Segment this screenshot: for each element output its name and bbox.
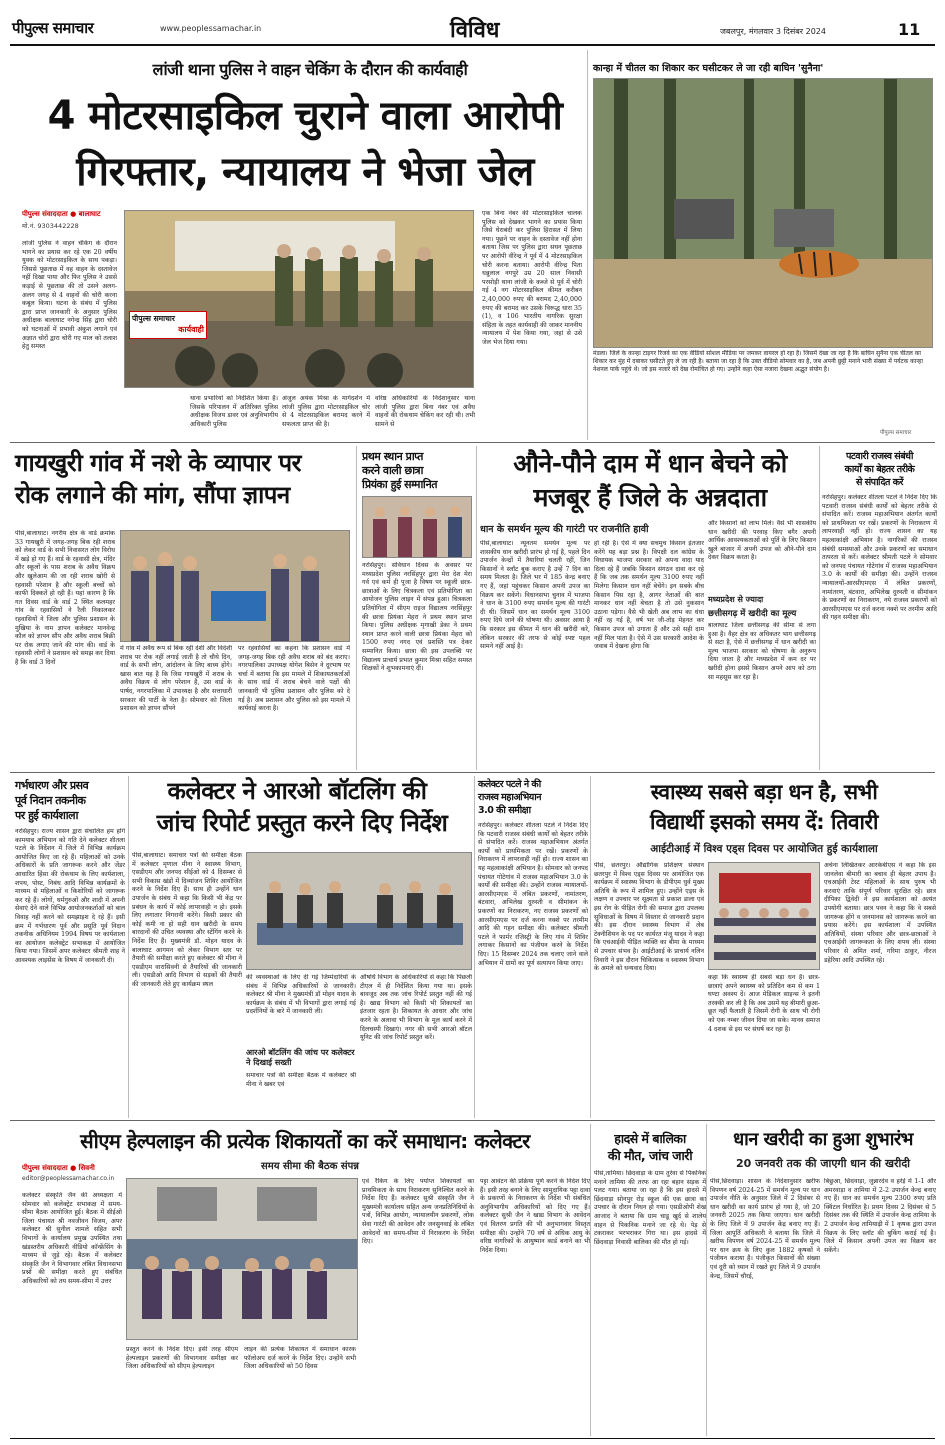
cm-byline: पीपुल्स संवाददाता ● सिवनी xyxy=(22,1164,95,1172)
cm-col-2: प्रस्तुत करने के निर्देश दिए। इसी तरह सीएम हेल्पलाइन प्रकरणों की विभागवार समीक्षा कर जिला अधिकारियों को सीएम हेल्पलाइन xyxy=(126,1346,238,1371)
nasha-col-3: पर रहवासियों का कहना कि प्रशासन वार्ड में जगह-जगह बिक रही अवैध शराब को बंद कराए। नगरपालिका उपाध्यक्ष योगेश बिसेन ने दूरभाष पर चर्चा में बताया कि इस मामले में शिकायतकर्ताओं के साथ वार्ड में शराब बेचने वाले पक्षों की जानकारी भी पुलिस प्रशासन और पुलिस को दे गई है। अब प्रशासन और पुलिस को इस मामले में कार्यवाई करना है। xyxy=(238,645,350,713)
cm-col-1: कलेक्टर संस्कृति जैन की अध्यक्षता में सोमवार को कलेक्ट्रेट सभाकक्ष में समय-सीमा बैठक आयोजित हुई। बैठक में सीईओ जिला पंचायत श्री नवजीवन विजय, अपर कलेक्टर श्री सुनील शामले सहित सभी विभागों के कार्यालय प्रमुख उपस्थित तथा खंडस्तरीय अधिकारी वीडियो कॉन्फ्रेंसिंग के माध्यम से जुड़े रहे। बैठक में कलेक्टर संस्कृति जैन ने विभागवार लंबित विधानसभा प्रश्नों की समीक्षा करते हुए संबंधित अधिकारियों को तय समय-सीमा में उत्तर xyxy=(22,1192,122,1285)
rajasva-headline-1: कलेक्टर पटले ने की xyxy=(478,779,541,790)
cm-col-5: पट्टा आवंटन की प्रक्रिया पूर्ण करने के निर्देश दिए हैं। इसी तरह बनाने के लिए सामुदायिक पट्टा दावा के प्रकरणों के निराकरण के निर्देश भी संबंधित अनुविभागीय अधिकारियों को दिए गए हैं। कलेक्टर सुश्री जैन ने खाद्य विभाग के आवेदन एवं वितरण प्रगति की भी अनुभागवार विस्तृत समीक्षा की। उन्होंने 70 वर्ष से अधिक आयु के वरिष्ठ नागरिकों के आयुष्मान कार्ड बनाने का भी निर्देश दिया। xyxy=(480,1178,590,1254)
tiger-credit: पीपुल्स समाचार xyxy=(880,430,912,436)
hadse-headline-2: की मौत, जांच जारी xyxy=(607,1148,693,1163)
col-rule-f xyxy=(474,776,475,1118)
rule-1 xyxy=(10,442,935,443)
tiger-photo-art xyxy=(594,79,933,348)
dhan-subhead: धान के समर्थन मूल्य की गारंटी पर राजनीति हावी xyxy=(480,524,649,535)
lead-headline-1: 4 मोटरसाइकिल चुराने वाला आरोपी xyxy=(47,93,563,139)
cm-photo xyxy=(126,1178,358,1340)
patwari-headline-3: से संपादित करें xyxy=(856,477,903,488)
health-photo-art xyxy=(709,863,820,970)
tiger-headline: कान्हा में चीतल का शिकार कर घसीटकर ले जा रही बाघिन 'सुनैना' xyxy=(593,63,824,74)
garbh-headline-3: पर हुई कार्यशाला xyxy=(15,809,78,822)
nasha-headline-1: गायखुरी गांव में नशे के व्यापार पर xyxy=(15,449,301,477)
footer-rule xyxy=(10,1438,935,1439)
masthead-logo xyxy=(12,18,157,40)
dhan-mp-head: मध्यप्रदेश से ज्यादा xyxy=(708,595,764,604)
dhan-col-3: और किसानों को लाभ मिले। वैसे भी शासकीय धान खरीदी की परवाह किए बगैर अपनी आर्थिक आवश्यकताओं को पूर्ति के लिए किसान खुले बाजार में अपनी उपज को औने-पौने दाम देकर विक्रय करता है। xyxy=(708,520,816,562)
ro-headline-2: जांच रिपोर्ट प्रस्तुत करने दिए निर्देश xyxy=(156,809,448,837)
lead-col-5: एक बिना नंबर की मोटरसाइकिल चालक पुलिस को देखकर भागने का प्रयास किया जिसे घेराबंदी कर पुलिस हिरासत में लिया गया। पूछने पर वाहन के दस्तावेज नहीं होना बताया जिस पर पुलिस द्वारा सघन पूछताछ पर आरोपी वीरेन्द्र ने पूर्व में 4 मोटरसाइकिल चोरी करना बताया। आरोपी वीरेन्द्र पिता धन्नुलाल नगपुरे उम्र 20 साल निवासी परसोड़ी थाना लांजी के कब्जे से पूर्व में चोरी गई 4 नग मोटरसाइकिल कीमत करीबन 2,40,000 रुपए की बरामद 2,40,000 रुपए की बरामद कर उसके विरूद्ध धारा 35 (1), व 106 भारतीय नागरिक सुरक्षा संहिता के तहत कार्यवाही की जाकर माननीय न्यायालय में पेश किया गया, जहां से उसे जेल भेज दिया गया। xyxy=(482,210,582,346)
health-headline-1: स्वास्थ्य सबसे बड़ा धन है, सभी xyxy=(650,780,878,804)
col-rule-b xyxy=(356,446,357,770)
dhan-col-1: पीसं,बालाघाट। न्यूनतम समर्थन मूल्य पर शासकीय धान खरीदी प्रारंभ हो गई है, पहले दिन उपार्जन केन्द्रों में तैयारियां चलती रहीं, जिन किसानों ने स्लॉट बुक कराए है उन्हें 7 दिन का समय मिलता है। जिले भर में 185 केन्द्र बनाए गए हैं, जहां पहुंचकर किसान अपनी उपज का विक्रय कर सकेंगे। विधानसभा चुनाव में भाजपा ने धान के 3100 रुपए समर्थन मूल्य की गारंटी दी थी। जिसमें धान का समर्थन मूल्य 3100 रुपए दिये जाने की घोषणा थी। अवसर आया है कि सरकार इस कीमत में धान की खरीदी करे, लेकिन सरकार की तरफ से कोई स्पष्ट पहल सामने नहीं आई है। xyxy=(480,540,590,651)
dhan-headline-1: औने-पौने दाम में धान बेचने को xyxy=(513,449,787,478)
ro-col-2: की व्यवस्थाओं के लिए दी गई जिम्मेदारियों के संबंध में विभिन्न अधिकारियों से जानकारी। कलेक्टर श्री मीना ने मुख्यमंत्री डॉ मोहन यादव के कार्यक्रम के संबंध में भी विभागों द्वारा लगाई गई प्रदर्शनियों के बारे में जानकारी ली। xyxy=(246,974,356,1016)
col-rule-c xyxy=(476,446,477,770)
patwari-body: नरसिंहपुर। कलेक्टर शीतला पटले ने निर्देश दिए कि पटवारी राजस्व संबंधी कार्यों को बेहतर तरीके से संपादित करें। राजस्व महाअभियान अंतर्गत कार्यों को प्राथमिकता पर रखें। प्रकरणों के निराकरण में लापरवाही नहीं हो। राज्य शासन का यह महत्वाकांक्षी अभियान है। नागरिकों की राजस्व संबंधी समस्याओं और उनके प्रकरणों का समाधान तत्परता से करें। कलेक्टर श्रीमती पटले ने सोमवार को जनपद पंचायत गोटेगांव में राजस्व महाअभियान 3.0 के कार्यों की समीक्षा की। उन्होंने राजस्व न्यायालयों-आरसीएमएस में लंबित प्रकरणों, नामांतरण, बंटवारा, अभिलेख दुरुस्ती व सीमांकन के प्रकरणों का निराकरण, नये राजस्व प्रकरणों को आरसीएमएस पर दर्ज करना नक्शे पर तरमीम आदि की गहन समीक्षा की। xyxy=(822,494,937,622)
nasha-photo xyxy=(120,530,350,642)
hadse-body: पीसं,तामिया। छिंदवाड़ा के ग्राम तुरेवा से पिकनिक मनाने तामिया की तरफ आ रहा बहान सड़क में पलट गया। बताया जा रहा है कि इस हादसे में छिंदवाड़ा सोनपुर रोड़ स्कूल की एक छात्रा का उपचार के दौरान निधन हो गया। एसडीओपी शेख आजाद ने बताया कि ग्राम चाडू खुर्द से शालेय वाहन से पिकनिक मनाने जा रहे थे। पेड़ से टकराकर भरभराकर गिरा था। इस हादसे में छिंदवाड़ा निवासी बालिका की मौत हो गई। xyxy=(594,1170,706,1246)
kharidi-headline: धान खरीदी का हुआ शुभारंभ xyxy=(733,1129,913,1150)
kharidi-subhead: 20 जनवरी तक की जाएगी धान की खरीदी xyxy=(735,1157,911,1170)
col-rule-d xyxy=(819,446,820,770)
col-rule-i xyxy=(706,1124,707,1436)
ro-headline-1: कलेक्टर ने आरओ बॉटलिंग की xyxy=(167,777,427,805)
dhan-col-2: हो रही है। ऐसे में क्या सचमुच किसान इंतजार करेंगे यह बड़ा प्रश्न है। विपक्षी दल कांग्रेस के विधायक भाजपा सरकार को अपना वादा याद दिला रहे हैं जबकि किसान संगठन दावा कर रहे हैं कि जब तक समर्थन मूल्य 3100 रुपए नहीं मिलेगा किसान धान नहीं बेचेंगे। इन सबके बीच किसान पिस रहा है, आगर नेताओं की बात मानकर धान नहीं बेचता है तो उसे नुकसान उठाना पड़ेगा। वैसे भी खेती अब लाभ का धंधा नहीं रह गई है, वर्ष भर जी-तोड़ मेहनत कर किसान उपज को उगाता है और उसे सही दाम नहीं मिल पाता है। ऐसे में उस सरकारी आदेश के जवाब में देखना होगा कि xyxy=(594,540,704,651)
ro-photo xyxy=(246,852,472,970)
photo-badge-logo: पीपुल्स समाचार xyxy=(132,314,175,323)
kharidi-col-1: पीसं,छिंदवाड़ा। शासन के निर्देशानुसार खरीफ विपणन वर्ष 2024-25 में समर्थन मूल्य पर धान उपार्जन नीति के अनुसार जिले में 2 दिसंबर से धान खरीदी का कार्य प्रारंभ हो गया है, जो 20 जनवरी 2025 तक किया जाएगा। धान खरीदी के लिए जिले में 9 उपार्जन केंद्र बनाए गए हैं। जिला आपूर्ति अधिकारी ने बताया कि जिले में खरीफ विपणन वर्ष 2024-25 में समर्थन मूल्य पर धान क्रय के लिए कुल 1882 कृषकों ने पंजीयन कराया है। पंजीकृत किसानों की संख्या एवं दूरी को ध्यान में रखते हुए जिले में 9 उपार्जन केन्द्र, जिसमें चौरई, xyxy=(710,1178,820,1280)
health-col-1: पीसं, छतरपुर। औद्योगिक प्रशिक्षण संस्थान छतरपुर में विश्व एड्स दिवस पर आयोजित एक कार्यक्रम में स्वास्थ्य विभाग के डीपीएम धुर्व मुख्य अतिथि के रूप में शामिल हुए। उन्होंने एड्स के लक्षण व उपचार पर सूक्ष्मता से प्रकाश डाला एवं इस रोग के पीड़ित रोगी की समाज द्वारा उपलब्ध सुविधाओं के विषय में विस्तार से जानकारी प्रदान की। इस दौरान स्वास्थ्य विभाग में लेब टेक्नीशियन के पद पर कार्यरत मंजू यादव ने कहा कि एचआईवी पीड़ित व्यक्ति का बीमा के माध्यम से उपचार संभव है। आईटीआई के प्राचार्य नलिन तिवारी ने इस दौरान चिकित्सक व स्वास्थ्य विभाग के अमले को धन्यवाद दिया। xyxy=(594,862,704,973)
col-rule-g xyxy=(590,776,591,1118)
lead-byline: पीपुल्स संवाददाता ● बालाघाट xyxy=(22,210,101,218)
lead-photo xyxy=(124,210,474,388)
rajasva-headline-3: 3.0 की समीक्षा xyxy=(478,805,531,816)
masthead xyxy=(0,0,945,44)
cm-col-3: लाइन की प्रत्येक शिकायत में समाधान कारक फॉलोअप दर्ज करने के निर्देश दिए। उन्होंने सभी जिला अधिकारियों को 50 दिवस xyxy=(244,1346,356,1371)
garbh-headline-1: गर्भधारण और प्रसव xyxy=(15,779,89,792)
photo-badge-label: कार्यवाही xyxy=(178,325,204,334)
priyanka-photo-art xyxy=(363,497,472,558)
rule-3 xyxy=(10,1120,935,1121)
section-title: विविध xyxy=(450,18,500,43)
dhan-col-3b: बालाघाट जिला छत्तीसगढ़ की सीमा से लगा हुआ है। वैहर क्षेत्र का अधिकतर भाग छत्तीसगढ़ से सटा है, ऐसे में छत्तीसगढ़ में धान खरीदी का मूल्य भाजपा सरकार को घोषणा के अनुरूप दिया जाता है और मध्यप्रदेश में कम दर पर खरीदी होना इससे किसान अपने आप को ठगा सा महसूस कर रहा है। xyxy=(708,622,816,681)
lead-headline-2: गिरफ्तार, न्यायालय ने भेजा जेल xyxy=(76,149,534,195)
dhan-cg-head: छत्तीसगढ़ में खरीदी का मूल्य xyxy=(708,609,797,619)
lead-mobile: मो.नं. 9303442228 xyxy=(22,222,79,230)
health-photo xyxy=(708,862,820,970)
tiger-photo xyxy=(593,78,933,348)
tiger-headline-bar xyxy=(593,56,933,76)
header-rule xyxy=(10,44,935,46)
cm-col-4: एवं रैंकिंग के लिए पर्याप्त शिकायतों का प्राथमिकता के साथ निराकरण सुनिश्चित करने के निर्देश दिए हैं। कलेक्टर सुश्री संस्कृति जैन ने मुख्यमंत्री कार्यालय सहित अन्य जनप्रतिनिधियों के पत्रों, विभिन्न आयोग, न्यायालयीन प्रकरणों, लोक सेवा गारंटी की आवेदन और जनसुनवाई के लंबित आवेदनों का समय-सीमा में निराकरण के निर्देश दिए। xyxy=(362,1178,474,1246)
col-rule-e xyxy=(128,776,129,1118)
priyanka-headline-1: प्रथम स्थान प्राप्त xyxy=(362,450,423,463)
priyanka-headline-3: प्रियंका हुई सम्मानित xyxy=(362,478,438,491)
dhan-headline-2: मजबूर हैं जिले के अन्नदाता xyxy=(533,483,767,512)
cm-photo-art xyxy=(127,1179,358,1340)
garbh-body: नरसिंहपुर। राज्य शासन द्वारा संचालित हम होंगे कामयाब अभियान को गति देने कलेक्टर शीतला पटले के निर्देशन में जिले में विभिन्न कार्यक्रम आयोजित किए जा रहे हैं। महिलाओं को उनके अधिकारों के प्रति जागरूक करने और जेंडर आधारित हिंसा की रोकथाम के लिए कार्यशाला, शपथ, पोस्ट, निबंध आदि विभिन्न कार्यक्रमों के माध्यम से महिलाओं व किशोरियों को जागरूक कर रहे हैं। लोगों, धर्मगुरुओं और शादी में अपनी सेवाएं देने वाले विभिन्न आयोजनकर्ताओं को बाल विवाह नहीं करने को समझाइश दे रहे हैं। इसी क्रम में गर्भधारण पूर्व और प्रसूति पूर्व निदान तकनीक अधिनियम 1994 विषय पर कार्यशाला का आयोजन कलेक्ट्रेट सभाकक्ष में आयोजित किया गया। जिसमें अपर कलेक्टर श्रीमती शाह ने आवश्यक लाइसेंस के विषय में जानकारी दी। xyxy=(15,828,125,964)
lead-kicker: लांजी थाना पुलिस ने वाहन चेकिंग के दौरान की कार्यवाही xyxy=(152,60,468,79)
hadse-headline-1: हादसे में बालिका xyxy=(614,1131,686,1146)
ro-col-2b: समाचार पत्रों की समीक्षा बैठक में कलेक्टर श्री मीना ने खबर एवं xyxy=(246,1072,356,1088)
rajasva-body: नरसिंहपुर। कलेक्टर शीतला पटले ने निर्देश दिए कि पटवारी राजस्व संबंधी कार्यों को बेहतर तरीके से संपादित करें। राजस्व महाअभियान अंतर्गत कार्यों को प्राथमिकता पर रखें। प्रकरणों के निराकरण में लापरवाही नहीं हो। राज्य शासन का यह महत्वाकांक्षी अभियान है। सोमवार को जनपद पंचायत गोटेगांव में राजस्व महाअभियान 3.0 के कार्यों की समीक्षा की। उन्होंने राजस्व न्यायालयों-आरसीएमएस में लंबित प्रकरणों, नामांतरण, बंटवारा, अभिलेख दुरुस्ती व सीमांकन के प्रकरणों का निराकरण, नए राजस्व प्रकरणों को आरसीएमएस पर दर्ज करना नक्शे पर तरमीम आदि की गहन समीक्षा की। कलेक्टर श्रीमती पटले ने फार्मर रजिस्ट्री के लिए गांव में शिविर लगाकर किसानों का पंजीयन करने के निर्देश दिए। 15 दिसम्बर 2024 तक चलाए जाने वाले अभियान में ग्रामों का पूर्ण सत्यापन किया जाए। xyxy=(478,822,588,967)
priyanka-headline-2: करने वाली छात्रा xyxy=(362,464,423,477)
ro-col-1: पीसं,बालाघाट। समाचार पत्रों की समीक्षा बैठक में कलेक्टर मृणाल मीना ने स्वास्थ्य विभाग, एसडीएम और जनपद सीईओ को 4 दिसम्बर से सभी विकास खंडों में दिव्यांजन शिविर आयोजित करने के निर्देश दिए हैं। साथ ही उन्होंने धान उपार्जन के संबंध में कहा कि किसी भी केंद्र पर प्रबंधन के कार्य में कोई लापरवाही न हो। इसके लिए लगातार निगरानी करेंगे। किसी प्रकार की कोई कमी ना हो सही धान खरीदी के समय बारदानों की उचित व्यवस्था और स्टेंगिंग करने के निर्देश दिए हैं। मुख्यमंत्री डॉ. मोहन यादव के बालाघाट आगमन को लेकर विभाग स्तर पर तैयारी की समीक्षा करते हुए कलेक्टर श्री मीना ने एसडीएम वारासिवनी से तैयारियों की जानकारी ली। एसडीओ आदि विभाग से सड़कों की तैयारी की जानकारी लेते हुए कार्यक्रम स्थल xyxy=(132,852,242,988)
cm-subhead: समय सीमा की बैठक संपन्न xyxy=(261,1161,359,1172)
patwari-headline-1: पटवारी राजस्व संबंधी xyxy=(846,451,913,462)
health-col-2: कहा कि स्वास्थ्य ही सबसे बड़ा धन है। छात्र-छात्राएं अपने स्वास्थ्य को प्रतिदिन कम से कम 1 घण्टा अवश्य दें। आज मेडिकल साइन्स ने इतनी तरक्की कर ली है कि अब उसमें यह बीमारी छुआ-छूत नहीं फैलाती है जिसमें रोगी के साथ भी रोगी को एक नम्बर जीवन दिया जा सके। मानव समाज 4 दशक से इस पर संघर्ष कर रहा है। xyxy=(708,974,820,1033)
nasha-headline-2: रोक लगाने की मांग, सौंपा ज्ञापन xyxy=(15,481,290,509)
website-url[interactable]: www.peoplessamachar.in xyxy=(160,24,262,33)
photo-badge xyxy=(129,311,207,339)
cm-headline: सीएम हेल्पलाइन की प्रत्येक शिकायतों का करें समाधान: कलेक्टर xyxy=(80,1129,530,1153)
col-rule-h xyxy=(590,1124,591,1436)
page-number: 11 xyxy=(898,20,921,39)
lead-col-3: अंजुल अयंक मिश्रा के मार्गदर्शन में लांजी पुलिस द्वारा मोटरसाइकिल चोर से 4 मोटरसाइकिल बरामद करने में सफलता प्राप्त की है। xyxy=(282,395,370,428)
tiger-caption: मंडला। जिले के कान्हा टाइगर रिजर्व का एक वीडियो सोशल मीडिया पर जमकर वायरल हो रहा है। जिसमें देखा जा रहा है कि बाघिन सुनैना एक चीतल का शिकार कर मुंह में दबाकर घसीटते हुए ले जा रही है। बताया जा रहा है कि उक्त वीडियो सोमवार का है, जब अपनी छुट्टी मनाने भारी संख्या में पर्यटक कान्हा नेशनल पार्क पहुंचे थे। जो इस नजारे को देख रोमांचित हो गए। उन्होंने कहा ऐसा नजारा देखना अद्भुत संयोग है। xyxy=(593,350,923,373)
nasha-col-1: पीसं,बालाघाट। नगरीय क्षेत्र के वार्ड क्रमांक 33 गायखुरी में जगह-जगह बिक रही शराब को लेकर वार्ड के सभी निवासरत लोग विरोध में खड़े हो गए हैं। वार्ड के रहवासी क्षेत्र, मंदिर और स्कूलों के पास शराब के अवैध विक्रय और खुलेआम की जा रही शराब खोरी से रहवासी परेशान है और स्कूली बच्चों को काफी दिक्कतें हो रही हैं। यहां कारण है कि गत दिवस वार्ड के वार्ड 2 स्थित कलमहर गांव के रहवासियों ने रैली निकालकर रहवासियों ने जिला और पुलिस प्रशासन के मुखिया के नाम ज्ञापन कलेक्टर मानवेन्द्र कौल को ज्ञापन सौंप और अवैध शराब बिक्री पर रोक लगाए जाने की मांग की। वार्ड के रहवासी लोगों ने प्रशासन को समझ कर दिया है कि वार्ड 3 दिनों xyxy=(15,530,115,666)
patwari-headline-2: कार्यों का बेहतर तरीके xyxy=(844,464,915,475)
lead-col-2: थाना प्रभारियों को निर्देशित किया है। जिसके परिपालन में अतिरिक्त पुलिस अधीक्षक विजय डावर एवं अनुविभागीय अधिकारी पुलिस xyxy=(190,395,278,428)
nasha-col-2: में गांव में अवैध रूप से बिक रही देशी और विदेशी शराब पर रोक नहीं लगाई जाती है तो चौथे दिन, वार्ड के सभी लोग, आंदोलन के लिए बाध्य होंगे। खास बात यह है कि जिस गायखुरी में शराब के अवैध विक्रय से लोग परेशान है, उस वार्ड के पार्षद, नगरपालिका में उपाध्यक्ष है और सत्ताधारी सरकार की पार्टी के नेता है। सोमवार को जिला प्रशासन को ज्ञापन सौंपने xyxy=(120,645,232,713)
rule-2 xyxy=(10,772,935,773)
dateline: जबलपुर, मंगलवार 3 दिसंबर 2024 xyxy=(720,27,826,36)
lead-photo-art xyxy=(125,211,474,388)
kharidi-col-2: बिछुआ, छिंदवाड़ा, जुन्नारदेव व हर्रई में 1-1 और अमरवाड़ा व तामिया में 2-2 उपार्जन केन्द्र बनाए गए हैं। धान का समर्थन मूल्य 2300 रुपए प्रति क्विंटल निर्धारित है। प्रथम दिवस 2 दिसंबर से 5 दिसंबर तक की स्थिति में उपार्जन केन्द्र तामिया के 2 उपार्जन केन्द्र तामियाढ़ी में 1 कृषक द्वारा उपज विक्रय के लिए स्लॉट की बुकिंग कराई गई है। जिले में किसान अपनी उपज का विक्रय कर सकेंगे। xyxy=(824,1178,936,1254)
lead-col-4: वरिष्ठ अधिकारियों के निर्देशानुसार थाना लांजी पुलिस द्वारा बिना नंबर एवं अवैध वाहनों की रोकथाम चेकिंग कर रही थी। तभी सामने से xyxy=(375,395,475,428)
nasha-photo-art xyxy=(121,531,350,642)
lead-col-1: लांजी पुलिस ने वाहन चेकिंग के दौरान भागने का प्रयास कर रहे एक 20 वर्षीय युवक को मोटरसाइकिल के साथ पकड़ा। जिससे पूछताछ में वह वाहन के दस्तावेज नहीं दिखा पाया और फिर पुलिस ने उससे कड़ाई से पूछताछ की तो उसने अलग-अलग जगह से 4 वाहनों की चोरी करना कबूल किया। घटना के संबंध में पुलिस द्वारा प्राप्त जानकारी के अनुसार पुलिस अधीक्षक बालाघाट नगेन्द्र सिंह द्वारा चोरी को घटनाओं में प्रभावी अंकुश लगाने एवं अज्ञात चोरों द्वारा चोरी गए माल को तलाश हेतु समस्त xyxy=(22,240,117,351)
logo-text: पीपुल्स समाचार xyxy=(12,19,94,37)
health-headline-2: विद्यार्थी इसको समय दें: तिवारी xyxy=(650,810,878,834)
ro-subhead: आरओ बॉटलिंग की जांच पर कलेक्टर ने दिखाई सख्ती xyxy=(246,1048,355,1067)
col-rule-a xyxy=(587,50,588,440)
health-col-3: अर्चना लिखितकर आरकेबीएस ने कहा कि इस जानलेवा बीमारी का बचाव ही बेहतर उपाय है। एचआईवी टेस्ट महिलाओं के साथ पुरुष भी करवाएं ताकि संपूर्ण परिवार सुरक्षित रहे। छात्र दीपिका द्विवेदी ने इस कार्यशाला को अत्यंत उपयोगी बताया। छात्र पवन ने कहा कि वे सबसे जागरूक होंगे व जनमानस को जागरूक करने का प्रयास करेंगे। इस कार्यशाला में उपस्थित अतिथियों, संस्था परिवार और छात्र-छात्राओं ने एचआईवी जागरूकता के लिए शपथ ली। संस्था परिवार से अमित शर्मा, गरिमा ठाकुर, नीरज डहेरिया आदि उपस्थित रहे। xyxy=(824,862,936,964)
cm-email[interactable]: editor@peoplessamachar.co.in xyxy=(22,1175,115,1182)
ro-photo-art xyxy=(247,853,472,970)
health-subhead: आईटीआई में विश्व एड्स दिवस पर आयोजित हुई कार्यशाला xyxy=(650,843,878,855)
priyanka-body: नरसिंहपुर। संविधान दिवस के अवसर पर मध्यप्रदेश पुलिस नरसिंहपुर द्वारा मेरा देश मेरा गर्व एवं कर्म ही पूजा है विषय पर स्कूली छात्र-छात्राओं के लिए चित्रकला एवं प्रतियोगिता का आयोजन पुलिस लाइन में संपन्न हुआ। चित्रकला प्रतियोगिता में सीएम राइज विद्यालय नरसिंहपुर की छात्रा प्रियंका मेहरा ने प्रथम स्थान प्राप्त किया। पुलिस अधीक्षक मृगाखी डेका ने प्रथम स्थान प्राप्त करने वाली छात्रा प्रियंका मेहरा को 1500 रुपए नगद एवं प्रशस्ति पत्र देकर सम्मानित किया। छात्रा की इस उपलब्धि पर विद्यालय प्राचार्य प्रभात कुमार मिश्रा सहित समस्त शिक्षकों ने शुभकामनाएं दीं। xyxy=(362,562,472,673)
garbh-headline-2: पूर्व निदान तकनीक xyxy=(15,794,86,807)
priyanka-photo xyxy=(362,496,472,558)
ro-col-3: औषधि विभाग के अधिकारियों से कहा कि पिछली टीएल में ही निर्देशित किया गया था। इसके बावजूद अब तक जांच रिपोर्ट प्रस्तुत नहीं की गई है। खाद्य विभाग को किसी भी शिकायतों का इंतजार रहता है। शिकायत के आधार और जांच करने के अलावा भी विभाग के मूल कार्य करने में दिलचस्पी दिखाएं। नगर की सभी आरओ बॉटल यूनिट की जांच रिपोर्ट प्रस्तुत करें। xyxy=(360,974,472,1042)
rajasva-headline-2: राजस्व महाअभियान xyxy=(478,792,542,803)
